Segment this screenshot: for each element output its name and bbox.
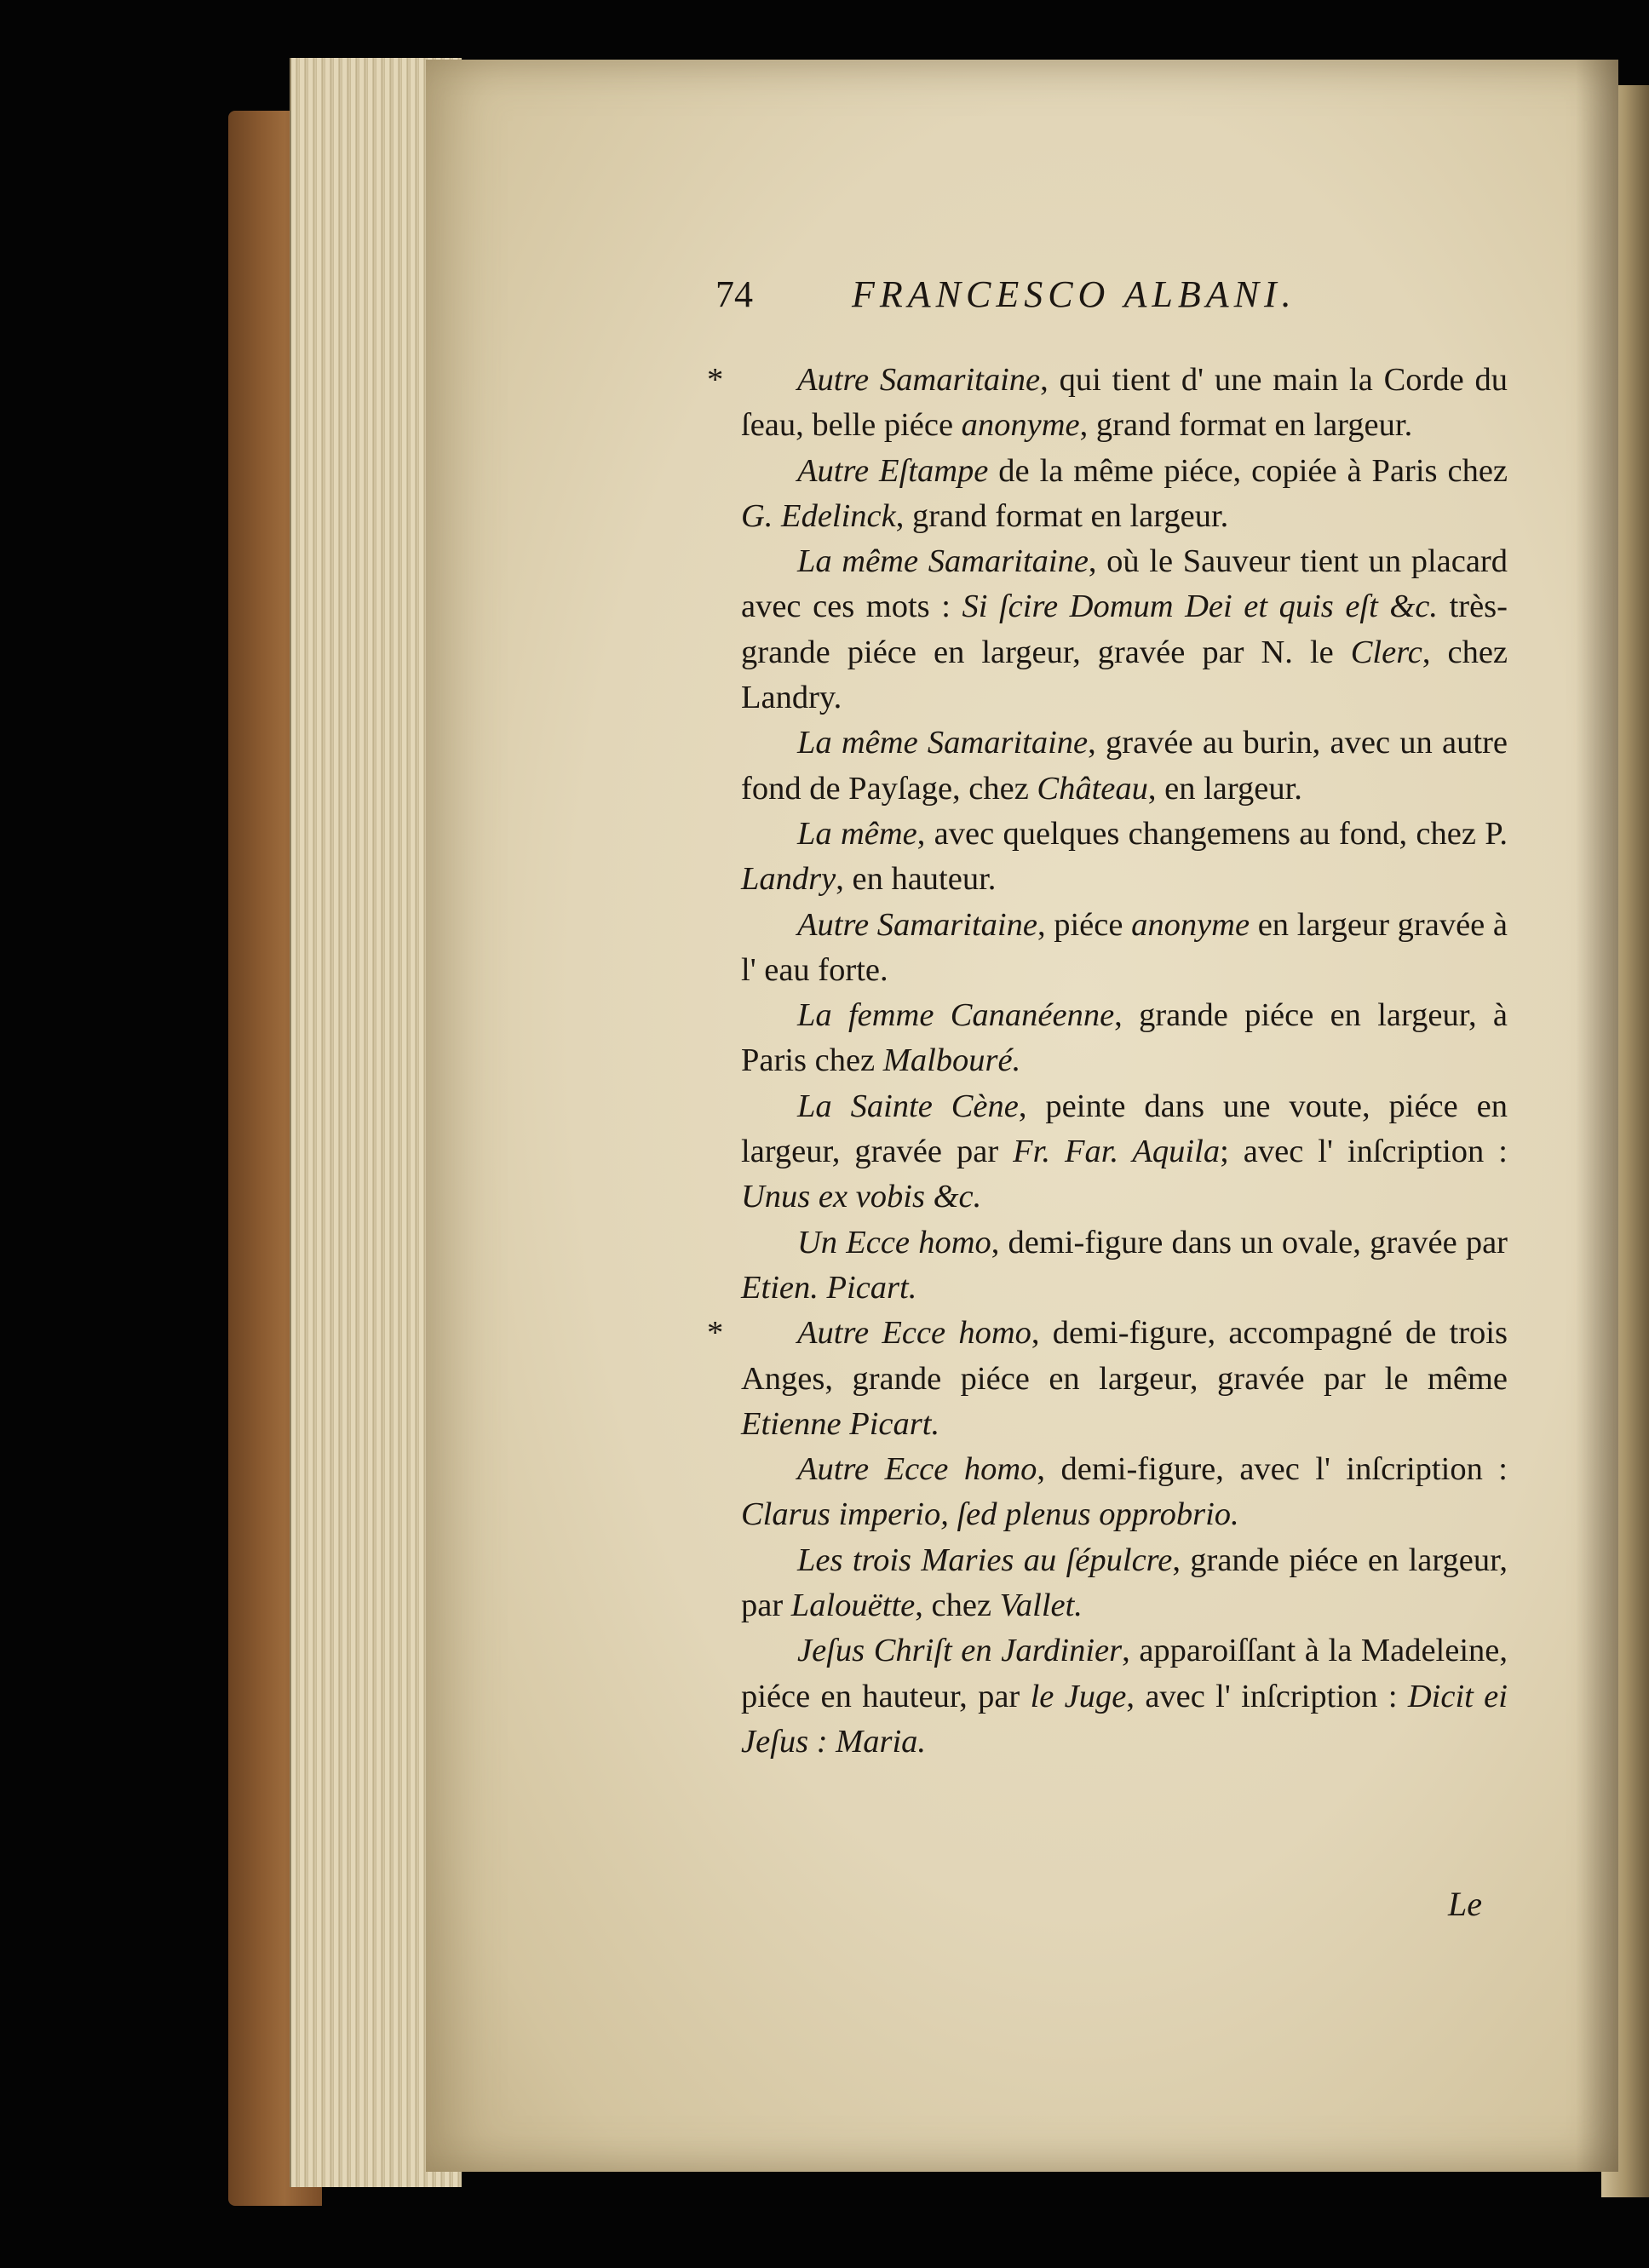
- italic-text: Autre Samaritaine: [797, 362, 1041, 398]
- asterisk-marker: *: [707, 1315, 724, 1352]
- catalogue-entry: [741, 721, 1508, 812]
- catalogue-entry: [741, 1447, 1508, 1538]
- roman-text: , peinte dans une voute, piéce en largeur, gravée par: [741, 1088, 1508, 1170]
- italic-text: Lalouëtte: [790, 1588, 916, 1624]
- roman-text: , demi-figure dans un ovale, gravée par: [991, 1224, 1508, 1260]
- roman-text: , en hauteur.: [836, 861, 997, 898]
- catalogue-entry: [741, 449, 1508, 540]
- italic-text: Château: [1037, 770, 1148, 807]
- roman-text: de la même piéce, copiée à Paris chez: [988, 452, 1508, 489]
- roman-text: , grande piéce en largeur, à Paris chez: [741, 997, 1508, 1079]
- italic-text: Etienne Picart.: [741, 1405, 940, 1442]
- catalogue-entries: [707, 358, 1508, 1765]
- roman-text: , apparoiſſant à la Madeleine, piéce en hauteur, par: [741, 1633, 1508, 1714]
- italic-text: La même Samaritaine: [797, 725, 1089, 761]
- roman-text: , grand format en largeur.: [895, 497, 1229, 534]
- italic-text: Fr. Far. Aquila: [1013, 1134, 1221, 1170]
- italic-text: Etien. Picart.: [741, 1269, 917, 1306]
- italic-text: La même Samaritaine: [797, 543, 1089, 580]
- roman-text: , piéce: [1037, 906, 1132, 943]
- italic-text: Dicit ei Jeſus : Maria.: [741, 1678, 1508, 1760]
- italic-text: La Sainte Cène: [797, 1088, 1019, 1124]
- catalogue-entry: [707, 1311, 1508, 1447]
- italic-text: anonyme: [1131, 906, 1250, 943]
- catalogue-entry: [741, 903, 1508, 994]
- italic-text: Vallet.: [999, 1588, 1083, 1624]
- roman-text: ; avec l' inſcription :: [1220, 1134, 1508, 1170]
- italic-text: Autre Eſtampe: [797, 452, 989, 489]
- roman-text: , grand format en largeur.: [1079, 407, 1413, 444]
- catalogue-entry: [741, 1538, 1508, 1629]
- italic-text: Clerc: [1350, 634, 1422, 670]
- italic-text: anonyme: [961, 407, 1080, 444]
- roman-text: , demi-figure, accompagné de trois Anges, grande piéce en largeur, gravée par le même: [741, 1315, 1508, 1397]
- italic-text: Si ſcire Domum Dei et quis eſt &c.: [962, 589, 1439, 625]
- italic-text: Unus ex vobis &c.: [741, 1179, 982, 1215]
- italic-text: Jeſus Chriſt en Jardinier: [797, 1633, 1123, 1669]
- italic-text: Autre Ecce homo: [797, 1315, 1031, 1352]
- roman-text: , chez: [915, 1588, 1000, 1624]
- catalogue-entry: [707, 358, 1508, 449]
- roman-text: en largeur gravée à l' eau forte.: [741, 906, 1508, 988]
- roman-text: , chez Landry.: [741, 634, 1508, 716]
- italic-text: G. Edelinck: [741, 497, 896, 534]
- page-number: 74: [715, 273, 753, 315]
- catalogue-entry: [741, 1084, 1508, 1220]
- roman-text: , où le Sauveur tient un placard avec ces mots :: [741, 543, 1508, 625]
- roman-text: , gravée au burin, avec un autre fond de Payſage, chez: [741, 725, 1508, 807]
- catalogue-entry: [741, 993, 1508, 1084]
- catalogue-entry: [741, 1628, 1508, 1765]
- italic-text: Landry: [741, 861, 836, 898]
- italic-text: Un Ecce homo: [797, 1224, 991, 1260]
- italic-text: Autre Samaritaine: [797, 906, 1037, 943]
- italic-text: La même: [797, 815, 917, 852]
- italic-text: Malbouré.: [882, 1042, 1021, 1079]
- italic-text: Autre Ecce homo: [797, 1451, 1037, 1488]
- catalogue-entry: [741, 1220, 1508, 1312]
- catalogue-entry: [741, 812, 1508, 903]
- catchword: Le: [1448, 1885, 1482, 1923]
- roman-text: , grande piéce en largeur, par: [741, 1542, 1508, 1624]
- italic-text: La femme Cananéenne: [797, 997, 1115, 1034]
- roman-text: très-grande piéce en largeur, gravée par N. le: [741, 589, 1508, 670]
- asterisk-marker: *: [707, 362, 724, 398]
- italic-text: le Juge: [1030, 1678, 1127, 1714]
- gutter-shadow: [1576, 60, 1618, 2172]
- catalogue-entry: [741, 539, 1508, 721]
- italic-text: Les trois Maries au ſépulcre: [797, 1542, 1173, 1578]
- roman-text: , avec l' inſcription :: [1126, 1678, 1408, 1714]
- running-title: FRANCESCO ALBANI.: [852, 273, 1296, 315]
- roman-text: , en largeur.: [1147, 770, 1302, 807]
- roman-text: , avec quelques changemens au fond, chez P.: [916, 815, 1508, 852]
- roman-text: , demi-figure, avec l' inſcription :: [1037, 1451, 1508, 1488]
- roman-text: , qui tient d' une main la Corde du ſeau, belle piéce: [741, 362, 1508, 444]
- italic-text: Clarus imperio, ſed plenus opprobrio.: [741, 1496, 1239, 1533]
